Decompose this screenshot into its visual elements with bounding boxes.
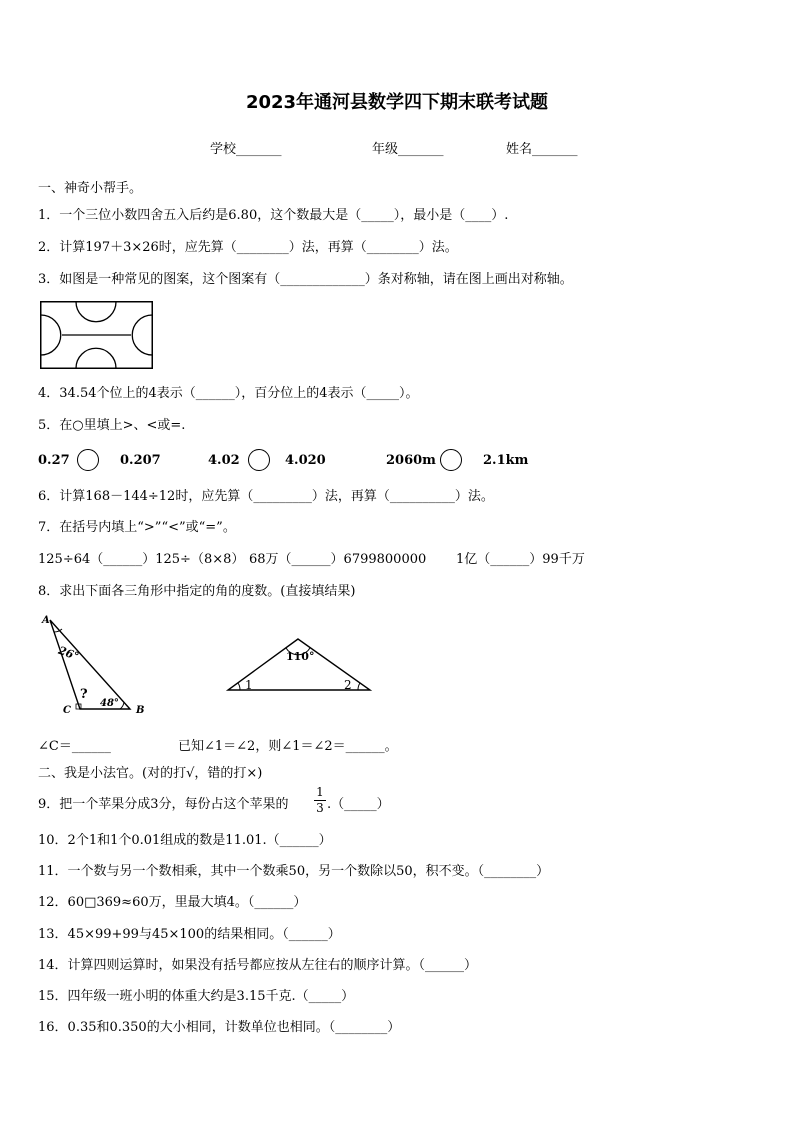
angle-b-label: 48° — [100, 698, 119, 709]
q5-left-3: 2060m — [386, 453, 436, 468]
school-field: 学校_______ — [210, 142, 282, 157]
symmetry-pattern-figure — [40, 301, 153, 369]
q7-item-3: 1亿（______）99千万 — [456, 552, 585, 567]
angle-110-label: 110° — [286, 650, 315, 663]
section-1-heading: 一、神奇小帮手。 — [38, 181, 143, 196]
compare-circle-3[interactable] — [440, 449, 462, 471]
fraction-denominator: 3 — [316, 801, 324, 815]
q5-right-3: 2.1km — [483, 453, 529, 468]
question-15: 15．四年级一班小明的体重大约是3.15千克.（_____） — [38, 989, 355, 1004]
question-9: 9．把一个苹果分成3分，每份占这个苹果的 — [38, 797, 289, 812]
question-9-answer: .（_____） — [327, 797, 390, 812]
q5-left-2: 4.02 — [208, 453, 240, 468]
question-11: 11．一个数与另一个数相乘，其中一个数乘50，另一个数除以50，积不变。（________） — [38, 864, 550, 879]
fraction-numerator: 1 — [316, 785, 324, 799]
fraction-one-third — [314, 786, 326, 815]
grade-field: 年级_______ — [372, 142, 444, 157]
question-6: 6．计算168－144÷12时，应先算（_________）法，再算（__________）法。 — [38, 489, 494, 504]
compare-circle-2[interactable] — [248, 449, 270, 471]
q5-right-2: 4.020 — [285, 453, 326, 468]
angle-2-label: 2 — [344, 678, 352, 692]
q5-right-1: 0.207 — [120, 453, 161, 468]
angle-c-answer: ∠C＝______ — [38, 739, 111, 754]
question-12: 12．60□369≈60万，里最大填4。（______） — [38, 895, 307, 910]
question-3: 3．如图是一种常见的图案，这个图案有（_____________）条对称轴，请在图上画出对称轴。 — [38, 272, 573, 287]
question-14: 14．计算四则运算时，如果没有括号都应按从左往右的顺序计算。（______） — [38, 958, 478, 973]
vertex-b-label: B — [136, 705, 145, 716]
angle-a-label: 26° — [56, 643, 81, 664]
unknown-angle-mark: ? — [80, 687, 88, 702]
question-5: 5．在○里填上>、<或=. — [38, 418, 186, 433]
vertex-c-label: C — [63, 705, 71, 716]
question-4: 4．34.54个位上的4表示（______），百分位上的4表示（_____）。 — [38, 386, 419, 401]
angle-1-label: 1 — [245, 678, 253, 692]
question-10: 10．2个1和1个0.01组成的数是11.01.（______） — [38, 833, 332, 848]
q5-left-1: 0.27 — [38, 453, 70, 468]
vertex-a-label: A — [42, 615, 50, 626]
question-16: 16．0.35和0.350的大小相同，计数单位也相同。（________） — [38, 1020, 401, 1035]
question-7: 7．在括号内填上“>”“<”或“=”。 — [38, 520, 236, 535]
name-field: 姓名_______ — [506, 142, 578, 157]
compare-circle-1[interactable] — [77, 449, 99, 471]
question-8: 8．求出下面各三角形中指定的角的度数。(直接填结果) — [38, 584, 356, 599]
exam-title: 2023年通河县数学四下期末联考试题 — [245, 92, 549, 113]
question-1: 1．一个三位小数四舍五入后约是6.80，这个数最大是（_____），最小是（____）. — [38, 208, 509, 223]
angle-1-2-answer: 已知∠1＝∠2，则∠1＝∠2＝______。 — [178, 739, 398, 754]
q7-item-2: 68万（______）6799800000 — [249, 552, 427, 567]
question-13: 13．45×99+99与45×100的结果相同。（______） — [38, 927, 341, 942]
question-2: 2．计算197＋3×26时，应先算（________）法，再算（________）法。 — [38, 240, 458, 255]
section-2-heading: 二、我是小法官。(对的打√，错的打×) — [38, 766, 263, 781]
q7-item-1: 125÷64（______）125÷（8×8） — [38, 552, 245, 567]
